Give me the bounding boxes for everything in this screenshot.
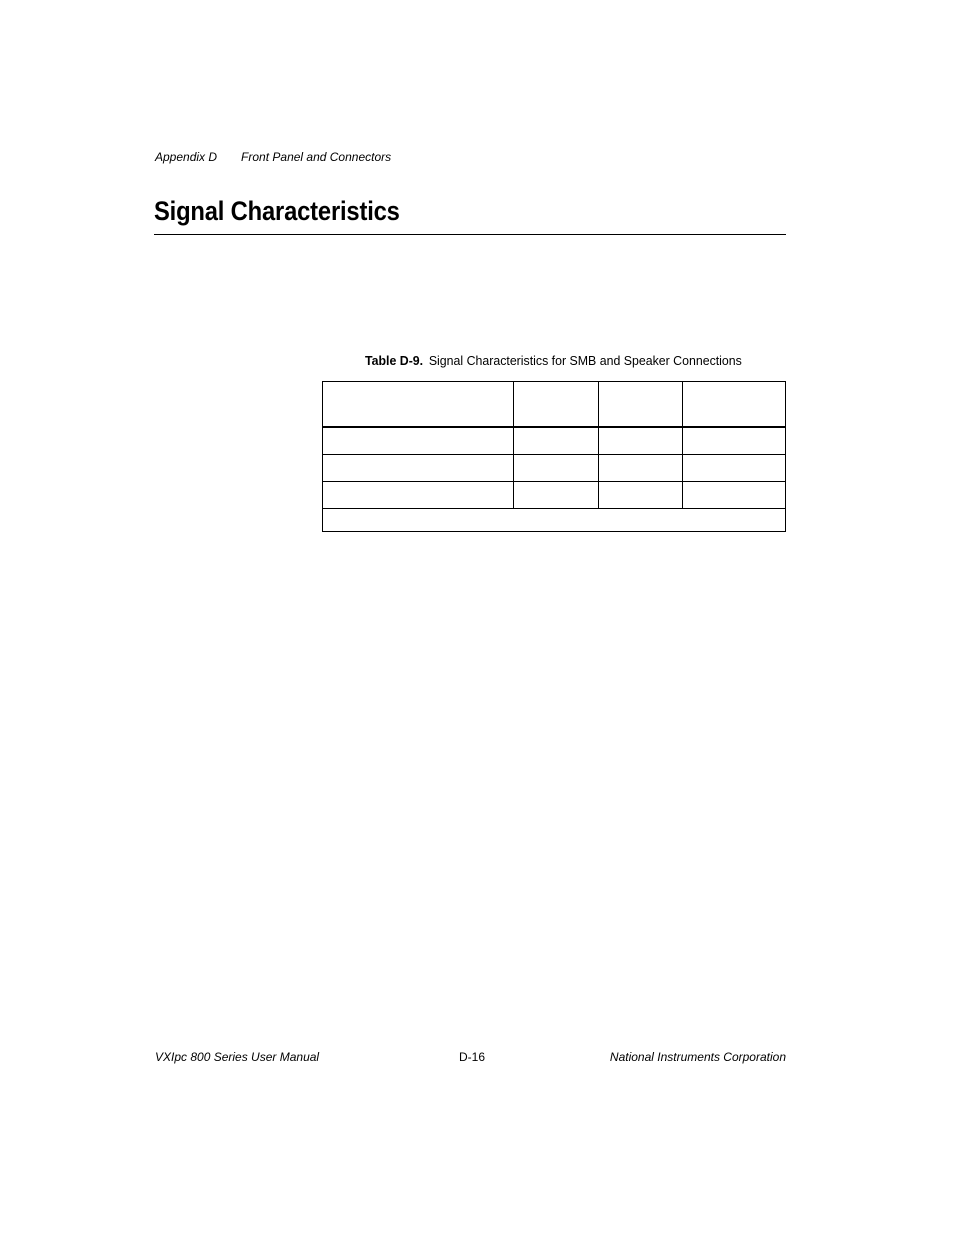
table-cell [323,427,514,455]
table-cell [323,455,514,482]
page-title: Signal Characteristics [154,196,400,226]
table-row [323,482,786,509]
table-header-cell [514,382,599,428]
table-header-cell [323,382,514,428]
running-header [155,150,391,164]
footer-company: National Instruments Corporation [609,1050,786,1064]
table-header-row [323,382,786,428]
signal-characteristics-table [322,381,786,532]
table-caption-text: Signal Characteristics for SMB and Speaker Connections [428,353,742,368]
table-row [323,455,786,482]
table-cell [514,482,599,509]
table-cell [683,455,786,482]
table-cell [683,482,786,509]
section-label: Front Panel and Connectors [241,150,392,164]
table-cell [514,455,599,482]
table-caption [365,353,742,368]
table-cell [514,427,599,455]
footer-page-number: D-16 [459,1050,486,1064]
table-header-cell [598,382,683,428]
table-header-cell [683,382,786,428]
table-cell [598,427,683,455]
table-cell [323,482,514,509]
table-caption-label: Table D-9. [365,353,424,368]
footer-manual-title: VXIpc 800 Series User Manual [155,1050,320,1064]
title-rule [154,234,786,235]
table-note-cell [323,509,786,532]
table-cell [598,455,683,482]
table-cell [683,427,786,455]
table-cell [598,482,683,509]
table-note-row [323,509,786,532]
appendix-label: Appendix D [155,150,218,164]
table-row [323,427,786,455]
